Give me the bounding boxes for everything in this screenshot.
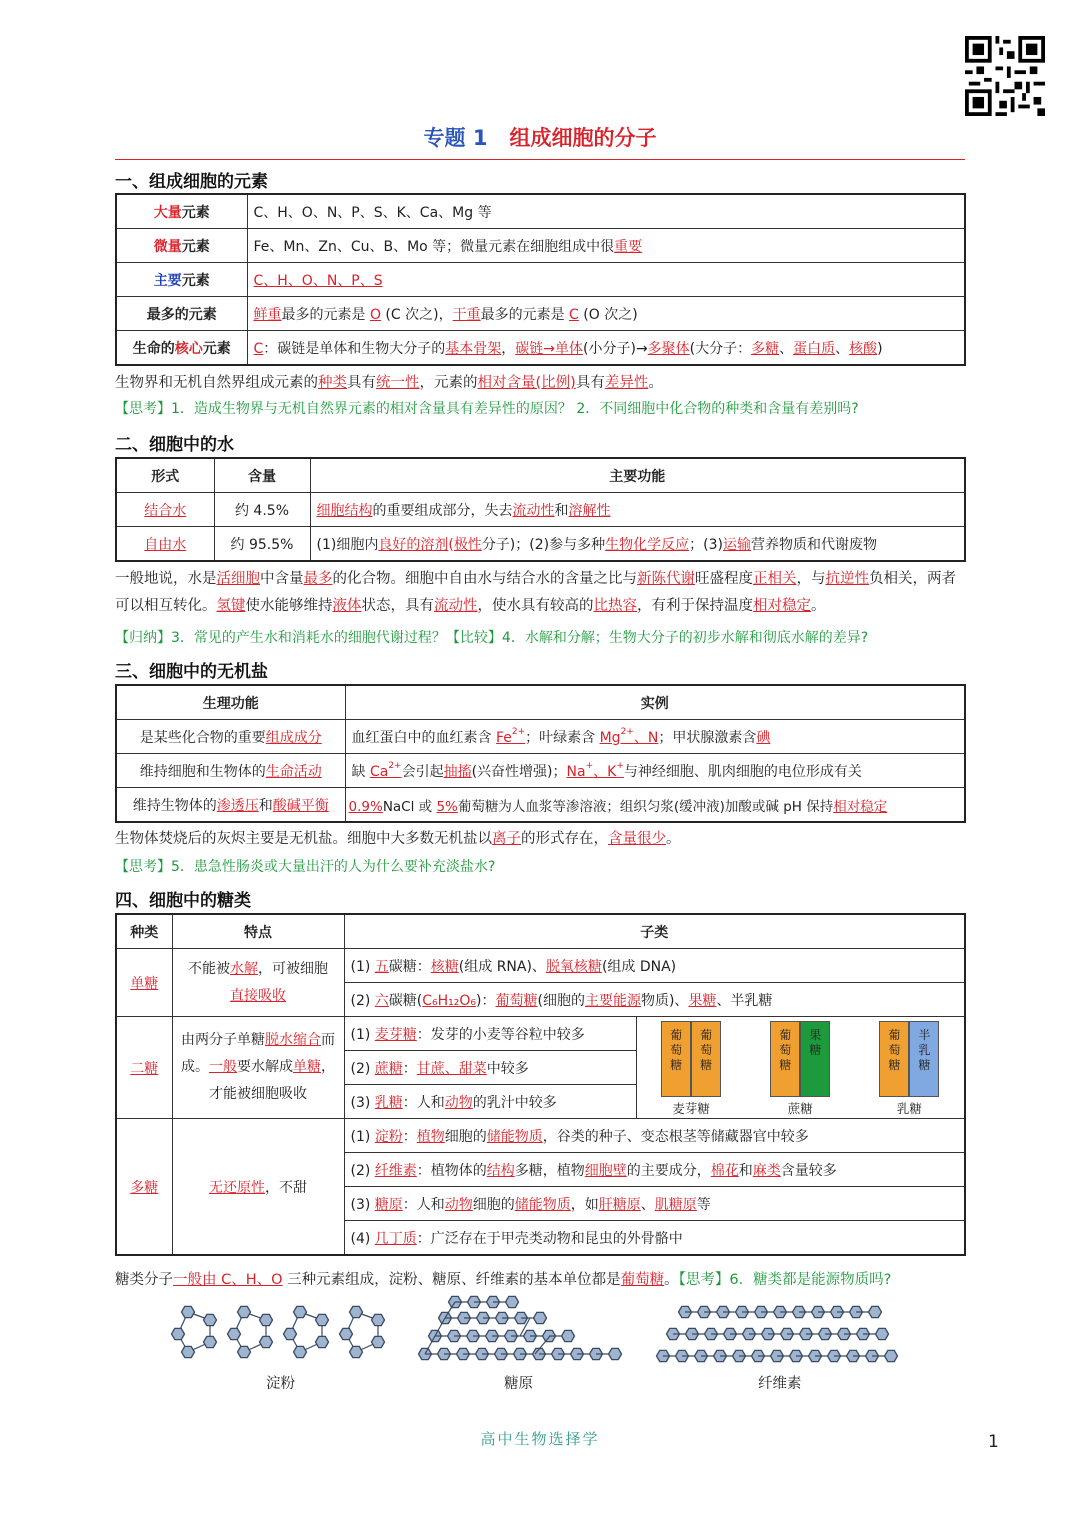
sugar-subtype: (3) 乳糖：人和动物的乳汁中较多 xyxy=(344,1085,636,1119)
column-header: 生理功能 xyxy=(116,685,345,720)
sugar-subtype: (2) 蔗糖：甘蔗、甜菜中较多 xyxy=(344,1051,636,1085)
table-row xyxy=(116,949,965,983)
row-label: 大量元素 xyxy=(116,194,247,229)
disaccharide-diagrams xyxy=(636,1017,965,1119)
row-label: 生命的核心元素 xyxy=(116,331,247,366)
column-header: 实例 xyxy=(345,685,965,720)
diagram-label: 蔗糖 xyxy=(787,1101,813,1116)
elements-table xyxy=(115,193,966,366)
table-row xyxy=(116,331,965,366)
sugar-feature: 无还原性，不甜 xyxy=(172,1119,344,1256)
qr-code xyxy=(964,36,1046,116)
table-row xyxy=(116,263,965,297)
sugar-feature: 由两分子单糖脱水缩合而成。一般要水解成单糖，才能被细胞吸收 xyxy=(172,1017,344,1119)
sugar-subtype: (1) 淀粉：植物细胞的储能物质，谷类的种子、变态根茎等储藏器官中较多 xyxy=(344,1119,965,1153)
row-value: C：碳链是单体和生物大分子的基本骨架，碳链→单体(小分子)→多聚体(大分子：多糖、蛋白质、核酸) xyxy=(247,331,965,366)
galactose-box: 半 乳 糖 xyxy=(909,1021,939,1097)
water-amount: 约 95.5% xyxy=(214,527,310,562)
sugars-table xyxy=(115,913,966,1256)
section-1-note: 生物界和无机自然界组成元素的种类具有统一性，元素的相对含量(比例)具有差异性。 xyxy=(115,375,663,391)
salt-function: 维持细胞和生物体的生命活动 xyxy=(116,754,345,788)
diagram-label: 麦芽糖 xyxy=(672,1101,710,1116)
row-value: C、H、O、N、P、S、K、Ca、Mg 等 xyxy=(247,194,965,229)
section-2-para: 一般地说，水是活细胞中含量最多的化合物。细胞中自由水与结合水的含量之比与新陈代谢旺盛程度正相关，与抗逆性负相关，两者可以相互转化。氢键使水能够维持液体状态，具有流动性，使水具有较高的比热容，有利于保持温度相对稳定。 xyxy=(115,571,956,614)
salts-table xyxy=(115,684,966,823)
row-value: 鲜重最多的元素是 O (C 次之)，干重最多的元素是 C (O 次之) xyxy=(247,297,965,331)
column-header: 形式 xyxy=(116,458,214,493)
sugar-subtype: (2) 纤维素：植物体的结构多糖，植物细胞壁的主要成分，棉花和麻类含量较多 xyxy=(344,1153,965,1187)
salt-example: 0.9%NaCl 或 5%葡萄糖为人血浆等渗溶液；组织匀浆(缓冲液)加酸或碱 pH 保持相对稳定 xyxy=(345,788,965,823)
column-header: 主要功能 xyxy=(310,458,965,493)
salt-function: 是某些化合物的重要组成成分 xyxy=(116,720,345,754)
row-label: 微量元素 xyxy=(116,229,247,263)
sugar-subtype: (1) 麦芽糖：发芽的小麦等谷粒中较多 xyxy=(344,1017,636,1051)
water-form: 自由水 xyxy=(116,527,214,562)
glycogen-molecule-illustration xyxy=(415,1294,645,1368)
sucrose-diagram xyxy=(770,1021,830,1117)
lactose-diagram xyxy=(879,1021,939,1117)
page-title xyxy=(0,122,1080,152)
diagram-label: 乳糖 xyxy=(896,1101,922,1116)
glucose-box: 葡 萄 糖 xyxy=(661,1021,691,1097)
sugar-subtype: (3) 糖原：人和动物细胞的储能物质，如肝糖原、肌糖原等 xyxy=(344,1187,965,1221)
fructose-box: 果 糖 xyxy=(800,1021,830,1097)
section-3-think: 【思考】5．患急性肠炎或大量出汗的人为什么要补充淡盐水? xyxy=(115,859,496,875)
salt-function: 维持生物体的渗透压和酸碱平衡 xyxy=(116,788,345,823)
title-divider xyxy=(115,159,965,160)
section-3-para: 生物体焚烧后的灰烬主要是无机盐。细胞中大多数无机盐以离子的形式存在，含量很少。 xyxy=(115,831,681,847)
salt-example: 血红蛋白中的血红素含 $Fe^{2+}$；叶绿素含 $Mg^{2+}$、N；甲状腺激素含碘 xyxy=(345,720,965,754)
section-2-think: 【归纳】3．常见的产生水和消耗水的细胞代谢过程？【比较】4．水解和分解；生物大分子的初步水解和彻底水解的差异? xyxy=(115,630,869,646)
water-table xyxy=(115,457,966,562)
table-row xyxy=(116,1017,965,1051)
section-4-heading: 四、细胞中的糖类 xyxy=(115,891,251,911)
column-header: 种类 xyxy=(116,914,172,949)
footer-watermark: 高中生物选择学 xyxy=(480,1430,600,1448)
table-header-row xyxy=(116,685,965,720)
sugar-subtype: (1) 五碳糖：核糖(组成 RNA)、脱氧核糖(组成 DNA) xyxy=(344,949,965,983)
sugar-kind: 多糖 xyxy=(116,1119,172,1256)
table-row xyxy=(116,1119,965,1153)
water-form: 结合水 xyxy=(116,493,214,527)
starch-label: 淀粉 xyxy=(266,1376,295,1392)
row-value: C、H、O、N、P、S xyxy=(247,263,965,297)
sugar-kind: 单糖 xyxy=(116,949,172,1017)
sugar-kind: 二糖 xyxy=(116,1017,172,1119)
table-header-row xyxy=(116,458,965,493)
table-row xyxy=(116,720,965,754)
starch-molecule-illustration xyxy=(170,1298,395,1368)
maltose-diagram xyxy=(661,1021,721,1117)
title-text: 组成细胞的分子 xyxy=(509,126,657,150)
page-number: 1 xyxy=(988,1432,999,1452)
water-amount: 约 4.5% xyxy=(214,493,310,527)
section-4-para: 糖类分子一般由 C、H、O 三种元素组成，淀粉、糖原、纤维素的基本单位都是葡萄糖。【思考】6．糖类都是能源物质吗? xyxy=(115,1272,892,1288)
table-row xyxy=(116,297,965,331)
glucose-box: 葡 萄 糖 xyxy=(879,1021,909,1097)
section-3-heading: 三、细胞中的无机盐 xyxy=(115,662,268,682)
section-2-heading: 二、细胞中的水 xyxy=(115,435,234,455)
column-header: 子类 xyxy=(344,914,965,949)
glucose-box: 葡 萄 糖 xyxy=(691,1021,721,1097)
sugar-subtype: (2) 六碳糖(C₆H₁₂O₆)：葡萄糖(细胞的主要能源物质)、果糖、半乳糖 xyxy=(344,983,965,1017)
section-1-think: 【思考】1．造成生物界与无机自然界元素的相对含量具有差异性的原因？ 2．不同细胞中化合物的种类和含量有差别吗? xyxy=(115,401,859,417)
sugar-subtype: (4) 几丁质：广泛存在于甲壳类动物和昆虫的外骨骼中 xyxy=(344,1221,965,1256)
table-row xyxy=(116,788,965,823)
section-1-heading: 一、组成细胞的元素 xyxy=(115,172,268,192)
salt-example: 缺 $Ca^{2+}$会引起抽搐(兴奋性增强)；Na+、K+与神经细胞、肌肉细胞的电位形成有关 xyxy=(345,754,965,788)
glycogen-label: 糖原 xyxy=(504,1376,533,1392)
row-label: 最多的元素 xyxy=(116,297,247,331)
table-row xyxy=(116,527,965,562)
water-function: (1)细胞内良好的溶剂(极性分子)；(2)参与多种生物化学反应；(3)运输营养物质和代谢废物 xyxy=(310,527,965,562)
glucose-box: 葡 萄 糖 xyxy=(770,1021,800,1097)
title-number: 专题 1 xyxy=(423,126,488,150)
table-row xyxy=(116,754,965,788)
sugar-feature: 不能被水解，可被细胞 直接吸收 xyxy=(172,949,344,1017)
row-label: 主要元素 xyxy=(116,263,247,297)
cellulose-molecule-illustration xyxy=(655,1302,910,1366)
cellulose-label: 纤维素 xyxy=(758,1376,802,1392)
table-row xyxy=(116,194,965,229)
table-row xyxy=(116,493,965,527)
column-header: 特点 xyxy=(172,914,344,949)
table-header-row xyxy=(116,914,965,949)
column-header: 含量 xyxy=(214,458,310,493)
table-row xyxy=(116,229,965,263)
water-function: 细胞结构的重要组成部分，失去流动性和溶解性 xyxy=(310,493,965,527)
row-value: Fe、Mn、Zn、Cu、B、Mo 等；微量元素在细胞组成中很重要 xyxy=(247,229,965,263)
